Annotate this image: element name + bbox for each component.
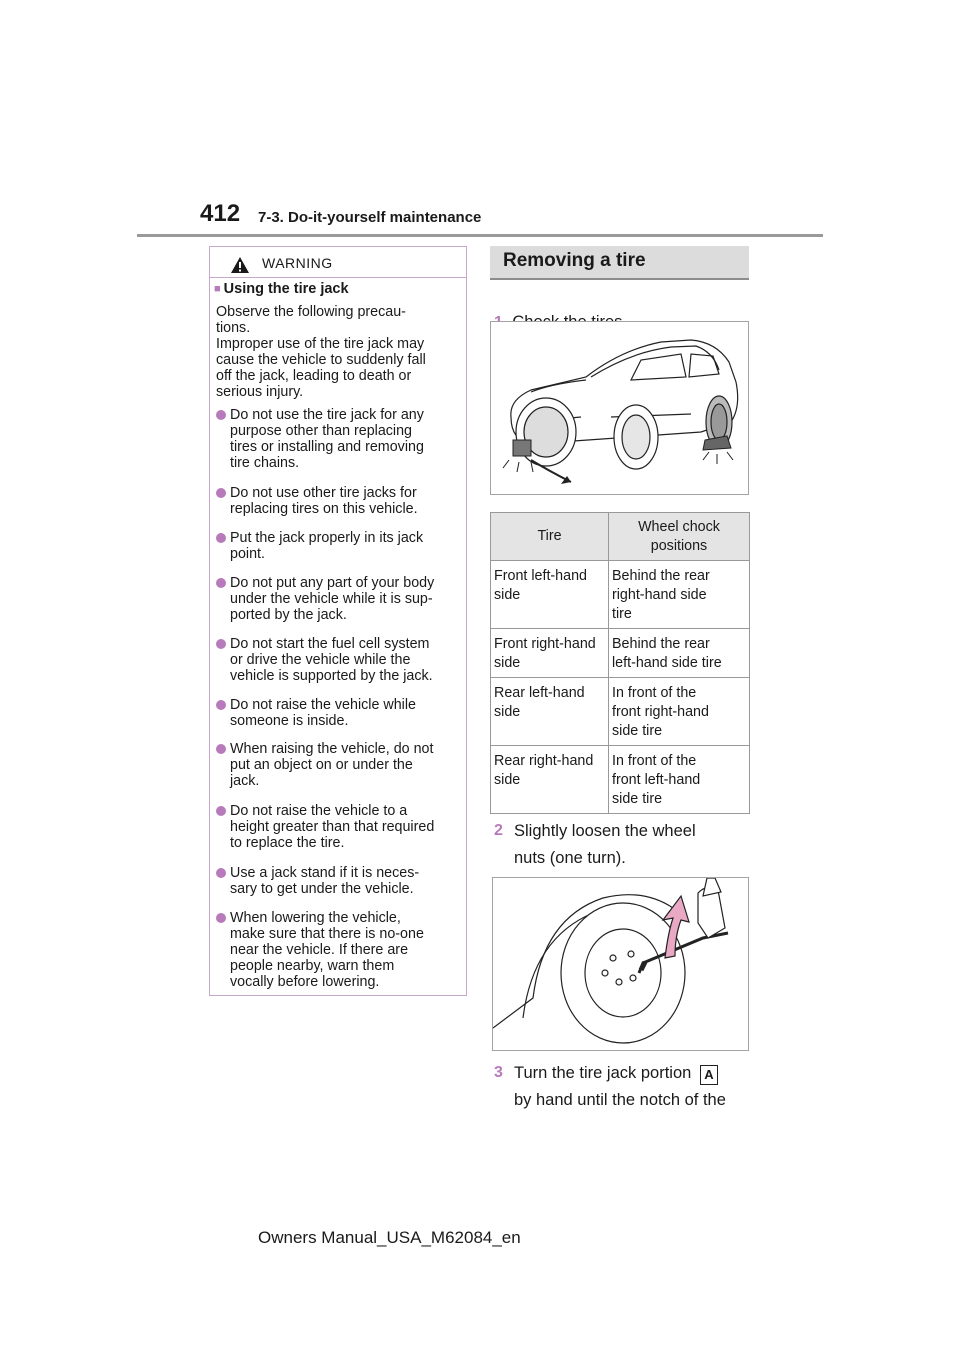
table-cell: Front left-hand side bbox=[491, 561, 609, 629]
table-row bbox=[491, 746, 750, 814]
step-text: Slightly loosen the wheel nuts (one turn). bbox=[514, 822, 696, 867]
header-rule bbox=[137, 234, 823, 237]
wheel-chock-illustration bbox=[490, 321, 749, 495]
table-header-cell: Wheel chock positions bbox=[609, 513, 750, 561]
bullet-dot-icon bbox=[216, 806, 226, 816]
table-cell: Front right-hand side bbox=[491, 629, 609, 678]
bullet-dot-icon bbox=[216, 744, 226, 754]
warning-bullet: Do not raise the vehicle to a height greater than that required to replace the tire. bbox=[216, 803, 462, 851]
warning-intro: Observe the following precau- tions. Improper use of the tire jack may cause the vehicle to suddenly fall off the jack, leading to death or serious injury. bbox=[216, 304, 426, 400]
bullet-dot-icon bbox=[216, 578, 226, 588]
page-number: 412 bbox=[200, 200, 241, 227]
step-text-line-2: by hand until the notch of the bbox=[514, 1091, 726, 1109]
table-header-row bbox=[491, 513, 750, 561]
bullet-dot-icon bbox=[216, 639, 226, 649]
warning-bullet: Do not start the fuel cell system or drive the vehicle while the vehicle is supported by the jack. bbox=[216, 636, 462, 684]
warning-bullet: Do not use other tire jacks for replacing tires on this vehicle. bbox=[216, 485, 462, 517]
bullet-dot-icon bbox=[216, 533, 226, 543]
footer-document-id: Owners Manual_USA_M62084_en bbox=[258, 1228, 521, 1247]
section-title: 7-3. Do-it-yourself maintenance bbox=[258, 209, 482, 226]
callout-label-a: A bbox=[700, 1065, 718, 1085]
removing-tire-heading bbox=[490, 246, 749, 278]
warning-bullet: Do not use the tire jack for any purpose other than replacing tires or installing and removing tire chains. bbox=[216, 407, 462, 471]
removing-tire-heading-text: Removing a tire bbox=[503, 250, 646, 271]
square-bullet-icon: ■ bbox=[214, 283, 221, 295]
step-number: 3 bbox=[494, 1064, 503, 1081]
bullet-dot-icon bbox=[216, 488, 226, 498]
step-2 bbox=[494, 818, 749, 872]
wheel-wrench-image bbox=[493, 878, 748, 1050]
bullet-dot-icon bbox=[216, 410, 226, 420]
wheel-nut-illustration bbox=[492, 877, 749, 1051]
step-number: 2 bbox=[494, 822, 503, 839]
table-header-cell: Tire bbox=[491, 513, 609, 561]
table-cell: Behind the rear right-hand side tire bbox=[609, 561, 750, 629]
heading-rule bbox=[490, 278, 749, 280]
table-row bbox=[491, 561, 750, 629]
step-text-line-1: Turn the tire jack portion A bbox=[514, 1060, 754, 1087]
warning-box bbox=[209, 246, 467, 996]
table-cell: Behind the rear left-hand side tire bbox=[609, 629, 750, 678]
table-cell: In front of the front right-hand side tire bbox=[609, 678, 750, 746]
warning-triangle-icon bbox=[230, 256, 250, 274]
warning-bullet: Put the jack properly in its jack point. bbox=[216, 530, 462, 562]
step-3 bbox=[494, 1060, 754, 1114]
warning-subtitle: ■ Using the tire jack bbox=[214, 281, 349, 297]
table-cell: Rear left-hand side bbox=[491, 678, 609, 746]
warning-bullet: Do not put any part of your body under the vehicle while it is sup- ported by the jack. bbox=[216, 575, 462, 623]
table-row bbox=[491, 629, 750, 678]
wheel-chock-table bbox=[490, 512, 750, 814]
table-cell: In front of the front left-hand side tire bbox=[609, 746, 750, 814]
bullet-dot-icon bbox=[216, 868, 226, 878]
table-cell: Rear right-hand side bbox=[491, 746, 609, 814]
warning-bullet: When raising the vehicle, do not put an object on or under the jack. bbox=[216, 741, 462, 789]
bullet-dot-icon bbox=[216, 700, 226, 710]
warning-title: WARNING bbox=[262, 255, 333, 271]
table-row bbox=[491, 678, 750, 746]
warning-bullet: Use a jack stand if it is neces- sary to get under the vehicle. bbox=[216, 865, 462, 897]
warning-bullet: Do not raise the vehicle while someone is inside. bbox=[216, 697, 462, 729]
warning-bullet: When lowering the vehicle, make sure that there is no-one near the vehicle. If there are people nearby, warn them vocally before lowering. bbox=[216, 910, 462, 990]
car-with-wheel-chocks-image bbox=[491, 322, 748, 494]
bullet-dot-icon bbox=[216, 913, 226, 923]
warning-header bbox=[210, 247, 466, 278]
